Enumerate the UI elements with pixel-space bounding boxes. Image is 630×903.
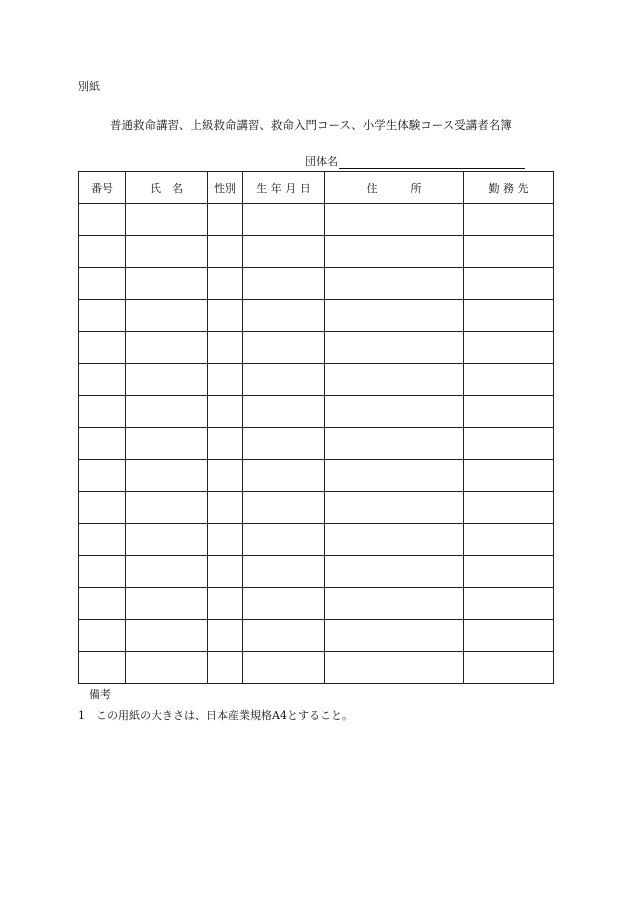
group-name-field — [305, 155, 525, 169]
cell-number[interactable] — [79, 556, 126, 588]
cell-number[interactable] — [79, 620, 126, 652]
annex-label: 別紙 — [78, 80, 100, 93]
header-sex: 性別 — [208, 172, 243, 204]
header-birthdate: 生 年 月 日 — [243, 172, 325, 204]
cell-name[interactable] — [126, 556, 208, 588]
cell-number[interactable] — [79, 524, 126, 556]
cell-workplace[interactable] — [464, 364, 554, 396]
table-row — [79, 204, 554, 236]
cell-number[interactable] — [79, 332, 126, 364]
cell-birthdate[interactable] — [243, 556, 325, 588]
cell-workplace[interactable] — [464, 556, 554, 588]
cell-name[interactable] — [126, 396, 208, 428]
cell-sex[interactable] — [208, 652, 243, 684]
cell-workplace[interactable] — [464, 204, 554, 236]
document-title: 普通救命講習、上級救命講習、救命入門コース、小学生体験コース受講者名簿 — [110, 118, 512, 132]
header-number: 番号 — [79, 172, 126, 204]
cell-name[interactable] — [126, 236, 208, 268]
table-row — [79, 620, 554, 652]
table-row — [79, 492, 554, 524]
cell-name[interactable] — [126, 428, 208, 460]
cell-birthdate[interactable] — [243, 268, 325, 300]
table-row — [79, 300, 554, 332]
cell-birthdate[interactable] — [243, 300, 325, 332]
cell-workplace[interactable] — [464, 460, 554, 492]
table-row — [79, 524, 554, 556]
cell-sex[interactable] — [208, 204, 243, 236]
table-row — [79, 364, 554, 396]
cell-workplace[interactable] — [464, 492, 554, 524]
table-body — [79, 204, 554, 684]
cell-birthdate[interactable] — [243, 524, 325, 556]
note-item — [78, 709, 353, 723]
cell-number[interactable] — [79, 204, 126, 236]
group-name-blank-line — [339, 156, 525, 169]
cell-number[interactable] — [79, 428, 126, 460]
cell-number[interactable] — [79, 492, 126, 524]
cell-name[interactable] — [126, 620, 208, 652]
cell-workplace[interactable] — [464, 332, 554, 364]
cell-birthdate[interactable] — [243, 396, 325, 428]
cell-address[interactable] — [325, 300, 464, 332]
cell-number[interactable] — [79, 300, 126, 332]
cell-name[interactable] — [126, 204, 208, 236]
cell-sex[interactable] — [208, 620, 243, 652]
table-header-row — [79, 172, 554, 204]
cell-sex[interactable] — [208, 364, 243, 396]
cell-workplace[interactable] — [464, 620, 554, 652]
cell-name[interactable] — [126, 332, 208, 364]
attendee-roster-table — [78, 171, 554, 684]
cell-name[interactable] — [126, 492, 208, 524]
cell-address[interactable] — [325, 588, 464, 620]
group-name-label: 団体名 — [305, 155, 338, 168]
cell-name[interactable] — [126, 268, 208, 300]
cell-address[interactable] — [325, 204, 464, 236]
cell-sex[interactable] — [208, 556, 243, 588]
cell-address[interactable] — [325, 460, 464, 492]
header-workplace: 勤 務 先 — [464, 172, 554, 204]
cell-sex[interactable] — [208, 524, 243, 556]
cell-birthdate[interactable] — [243, 204, 325, 236]
cell-address[interactable] — [325, 428, 464, 460]
cell-address[interactable] — [325, 364, 464, 396]
cell-birthdate[interactable] — [243, 332, 325, 364]
cell-name[interactable] — [126, 652, 208, 684]
cell-birthdate[interactable] — [243, 652, 325, 684]
cell-birthdate[interactable] — [243, 460, 325, 492]
note-text: この用紙の大きさは、日本産業規格A4とすること。 — [96, 709, 353, 722]
cell-birthdate[interactable] — [243, 492, 325, 524]
cell-birthdate[interactable] — [243, 236, 325, 268]
cell-birthdate[interactable] — [243, 620, 325, 652]
cell-sex[interactable] — [208, 236, 243, 268]
cell-workplace[interactable] — [464, 300, 554, 332]
cell-address[interactable] — [325, 620, 464, 652]
cell-sex[interactable] — [208, 460, 243, 492]
cell-sex[interactable] — [208, 428, 243, 460]
table-row — [79, 428, 554, 460]
cell-address[interactable] — [325, 524, 464, 556]
cell-number[interactable] — [79, 588, 126, 620]
header-name: 氏 名 — [126, 172, 208, 204]
cell-number[interactable] — [79, 396, 126, 428]
cell-name[interactable] — [126, 588, 208, 620]
table-row — [79, 460, 554, 492]
cell-sex[interactable] — [208, 300, 243, 332]
cell-birthdate[interactable] — [243, 364, 325, 396]
cell-sex[interactable] — [208, 396, 243, 428]
cell-address[interactable] — [325, 332, 464, 364]
cell-sex[interactable] — [208, 332, 243, 364]
table-row — [79, 332, 554, 364]
cell-workplace[interactable] — [464, 588, 554, 620]
cell-address[interactable] — [325, 556, 464, 588]
cell-workplace[interactable] — [464, 396, 554, 428]
notes-title: 備考 — [89, 688, 111, 701]
cell-birthdate[interactable] — [243, 588, 325, 620]
cell-number[interactable] — [79, 268, 126, 300]
table-row — [79, 652, 554, 684]
cell-sex[interactable] — [208, 492, 243, 524]
cell-number[interactable] — [79, 460, 126, 492]
table-row — [79, 396, 554, 428]
cell-number[interactable] — [79, 236, 126, 268]
cell-number[interactable] — [79, 652, 126, 684]
cell-address[interactable] — [325, 492, 464, 524]
cell-workplace[interactable] — [464, 268, 554, 300]
cell-address[interactable] — [325, 236, 464, 268]
cell-name[interactable] — [126, 364, 208, 396]
cell-address[interactable] — [325, 652, 464, 684]
cell-name[interactable] — [126, 460, 208, 492]
cell-workplace[interactable] — [464, 236, 554, 268]
table-row — [79, 236, 554, 268]
cell-sex[interactable] — [208, 268, 243, 300]
cell-address[interactable] — [325, 396, 464, 428]
table-row — [79, 556, 554, 588]
cell-workplace[interactable] — [464, 652, 554, 684]
cell-number[interactable] — [79, 364, 126, 396]
table-row — [79, 268, 554, 300]
cell-address[interactable] — [325, 268, 464, 300]
table-row — [79, 588, 554, 620]
cell-workplace[interactable] — [464, 524, 554, 556]
cell-workplace[interactable] — [464, 428, 554, 460]
note-number: 1 — [78, 709, 85, 722]
cell-sex[interactable] — [208, 588, 243, 620]
cell-name[interactable] — [126, 300, 208, 332]
header-address: 住 所 — [325, 172, 464, 204]
cell-birthdate[interactable] — [243, 428, 325, 460]
cell-name[interactable] — [126, 524, 208, 556]
